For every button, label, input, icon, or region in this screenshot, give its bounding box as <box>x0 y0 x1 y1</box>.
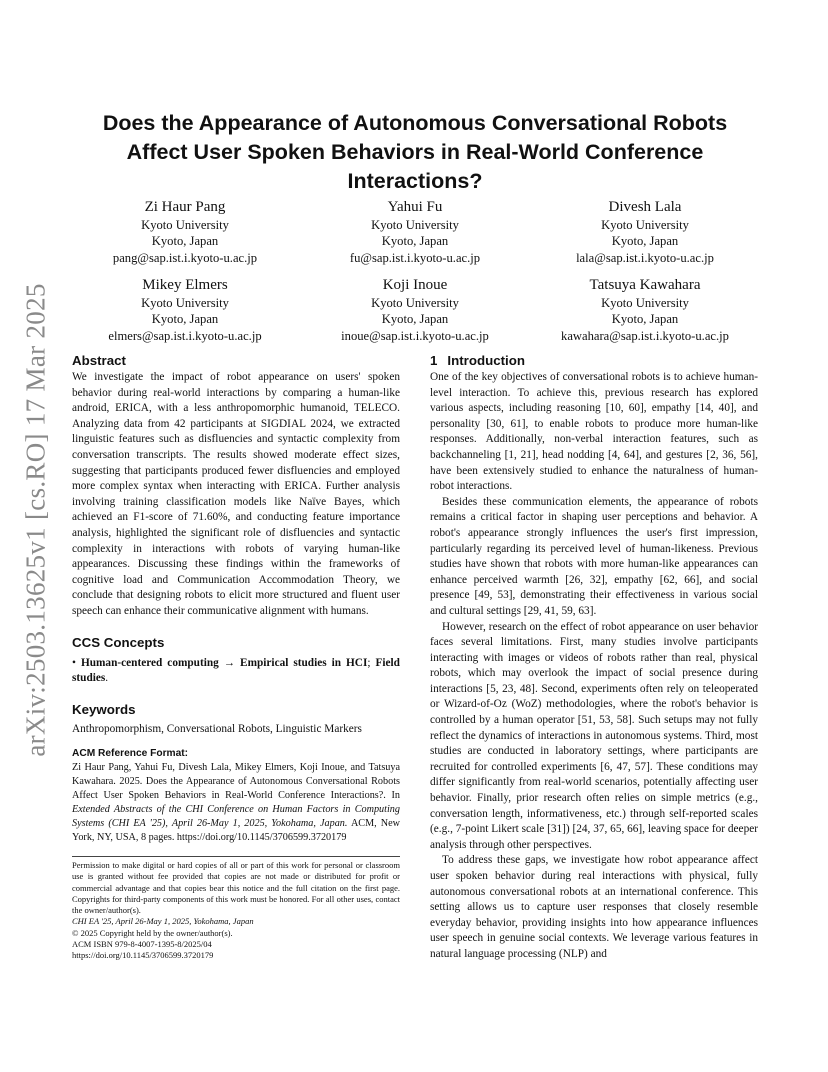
author-location: Kyoto, Japan <box>151 312 219 327</box>
title-line: Does the Appearance of Autonomous Conversational Robots <box>102 111 728 135</box>
ccs-term: Field studies <box>72 656 400 685</box>
introduction-heading <box>430 352 758 370</box>
keywords-text: Anthropomorphism, Conversational Robots, Linguistic Markers <box>72 722 362 735</box>
author-name: Tatsuya Kawahara <box>589 277 701 293</box>
intro-paragraph: However, research on the effect of robot appearance on user behavior faces several limitations. First, many studies involve participants interacting with images or videos of robots rather than real, physical robots, which may overlook the impact of social presence during interactions [5, 23, 48]. Second, experiments often rely on teleoperated or Wizard-of-Oz (WoZ) methodologies, where the robot's behavior is controlled by a human operator [51, 53, 58]. Such setups may not fully reflect the dynamics of interactions in autonomous systems. Third, most studies are conducted in laboratory settings, where participants are recruited for controlled experiments [6, 47, 57]. These conditions may differ significantly from real-world scenarios, potentially affecting user behavior. Finally, prior research often relies on simple metrics (e.g., conversation length, informativeness, etc.) through self-reported scales (e.g., 7-point Likert scale [31]) [24, 37, 65, 66], leaving space for deeper analysis through other perspectives. <box>430 620 758 851</box>
author-affiliation: Kyoto University <box>601 296 689 310</box>
author-location: Kyoto, Japan <box>611 312 679 327</box>
title-line: Affect User Spoken Behaviors in Real-World Conference <box>126 140 704 164</box>
intro-paragraph: One of the key objectives of conversational robots is to achieve human-level interaction. To achieve this, previous research has explored various aspects, including reasoning [10, 60], empathy [14, 40], and personality [30, 61], to enable robots to produce more human-like responses. Additionally, non-verbal interaction features, such as backchanneling [1, 21], head nodding [4, 64], and gestures [2, 36, 56], have been extensively studied to enhance the naturalness of human-robot interactions. <box>430 371 758 493</box>
author-email[interactable]: kawahara@sap.ist.i.kyoto-u.ac.jp <box>561 328 729 343</box>
author-location: Kyoto, Japan <box>611 234 679 249</box>
right-column <box>430 352 758 963</box>
abstract-text: We investigate the impact of robot appearance on users' spoken behavior during real-world interactions by comparing a human-like android, ERICA, with a less anthropomorphic humanoid, TELECO. Analyzing data from 42 participants at SIGDIAL 2024, we extracted linguistic features such as disfluencies and syntactic complexity from conversation transcripts. The results showed moderate effect sizes, suggesting that participants produced fewer disfluencies and employed more complex syntax when interacting with ERICA. Further analysis involving training classification models like Naïve Bayes, which achieved an F1-score of 71.60%, and conducting feature importance analysis, highlighted the significant role of disfluencies and syntactic complexity in interactions with robots of varying human-like appearances. Discussing these findings within the frameworks of cognitive load and Communication Accommodation Theory, we conclude that designing robots to elicit more structured and fluent user speech can enhance their communicative alignment with humans. <box>72 371 400 617</box>
abstract-heading: Abstract <box>72 353 126 368</box>
section-number: 1 <box>430 353 438 368</box>
paper-title <box>70 109 760 196</box>
keywords-heading: Keywords <box>72 701 136 717</box>
ccs-term: Human-centered computing <box>80 656 219 669</box>
intro-paragraph: Besides these communication elements, the appearance of robots remains a critical factor in shaping user perceptions and behavior. A robot's appearance strongly influences the user's first impression, particularly regarding its perceived level of human-likeness. Previous studies have shown that robots with more human-like appearances can enhance perceived warmth [26, 32], empathy [62, 66], and social presence [49, 53], demonstrating their effectiveness in various social and cultural settings [29, 41, 59, 63]. <box>430 495 758 617</box>
author-email[interactable]: fu@sap.ist.i.kyoto-u.ac.jp <box>349 250 481 265</box>
author-card <box>70 198 300 266</box>
author-location: Kyoto, Japan <box>381 234 449 249</box>
title-line: Interactions? <box>347 169 483 193</box>
author-email[interactable]: inoue@sap.ist.i.kyoto-u.ac.jp <box>341 328 489 343</box>
ccs-end: . <box>105 672 109 685</box>
ccs-heading: CCS Concepts <box>72 634 165 650</box>
author-affiliation: Kyoto University <box>371 296 459 310</box>
author-name: Zi Haur Pang <box>144 199 226 215</box>
ccs-term: Empirical studies in HCI <box>240 656 368 669</box>
conference-line <box>72 916 400 927</box>
author-card <box>530 276 760 344</box>
author-location: Kyoto, Japan <box>151 234 219 249</box>
author-card <box>530 198 760 266</box>
ccs-bullet: • <box>72 656 76 669</box>
section-title: Introduction <box>447 353 525 368</box>
intro-paragraph: To address these gaps, we investigate how robot appearance affect user spoken behavior during real interactions with physical, fully autonomous conversational robots at an international conference. This setting allows us to capture user responses that closely resemble everyday behavior, providing insights into how appearance influences user speech in genuine social contexts. We leverage various features in natural language processing (NLP) and <box>430 854 758 960</box>
author-name: Yahui Fu <box>387 199 443 215</box>
acm-reference-text <box>72 761 400 845</box>
permission-footnote <box>72 856 400 962</box>
author-email[interactable]: elmers@sap.ist.i.kyoto-u.ac.jp <box>108 328 262 343</box>
conference-name: CHI EA '25, April 26-May 1, 2025, Yokohama, Japan <box>72 916 254 927</box>
arxiv-identifier: arXiv:2503.13625v1 [cs.RO] 17 Mar 2025 <box>20 283 51 757</box>
author-card <box>300 276 530 344</box>
author-affiliation: Kyoto University <box>601 218 689 232</box>
left-column <box>72 352 400 845</box>
ccs-concepts <box>72 656 400 687</box>
arxiv-side-stamp <box>14 280 58 760</box>
author-email[interactable]: lala@sap.ist.i.kyoto-u.ac.jp <box>576 250 714 265</box>
author-card <box>70 276 300 344</box>
author-location: Kyoto, Japan <box>381 312 449 327</box>
author-name: Divesh Lala <box>608 199 682 215</box>
author-email[interactable]: pang@sap.ist.i.kyoto-u.ac.jp <box>112 250 258 265</box>
author-affiliation: Kyoto University <box>371 218 459 232</box>
permission-text: Permission to make digital or hard copies of all or part of this work for personal or classroom use is granted without fee provided that copies are not made or distributed for profit or commercial advantage and that copies bear this notice and the full citation on the first page. Copyrights for third-party components of this work must be honored. For all other uses, contact the owner/author(s). <box>72 860 400 916</box>
author-card <box>300 198 530 266</box>
author-name: Mikey Elmers <box>142 277 228 293</box>
copyright-line: © 2025 Copyright held by the owner/author(s). <box>72 927 233 938</box>
doi-link[interactable]: https://doi.org/10.1145/3706599.3720179 <box>72 950 214 961</box>
isbn-line: ACM ISBN 979-8-4007-1395-8/2025/04 <box>72 939 212 950</box>
ccs-arrow: → <box>223 656 236 669</box>
author-name: Koji Inoue <box>382 277 448 293</box>
author-affiliation: Kyoto University <box>141 296 229 310</box>
ccs-separator: ; <box>367 656 371 669</box>
author-affiliation: Kyoto University <box>141 218 229 232</box>
acm-reference-heading: ACM Reference Format: <box>72 748 189 760</box>
reference-venue: Extended Abstracts of the CHI Conference on Human Factors in Computing Systems (CHI EA '25), April 26-May 1, 2025, Yokohama, Japan. <box>72 804 400 830</box>
reference-authors-title: Zi Haur Pang, Yahui Fu, Divesh Lala, Mikey Elmers, Koji Inoue, and Tatsuya Kawahara. 2025. Does the Appearance of Autonomous Conversational Robots Affect User Spoken Behaviors in Real-World Conference Interactions?. In <box>72 762 400 802</box>
reference-publisher-doi: ACM, New York, NY, USA, 8 pages. https://doi.org/10.1145/3706599.3720179 <box>72 818 401 844</box>
